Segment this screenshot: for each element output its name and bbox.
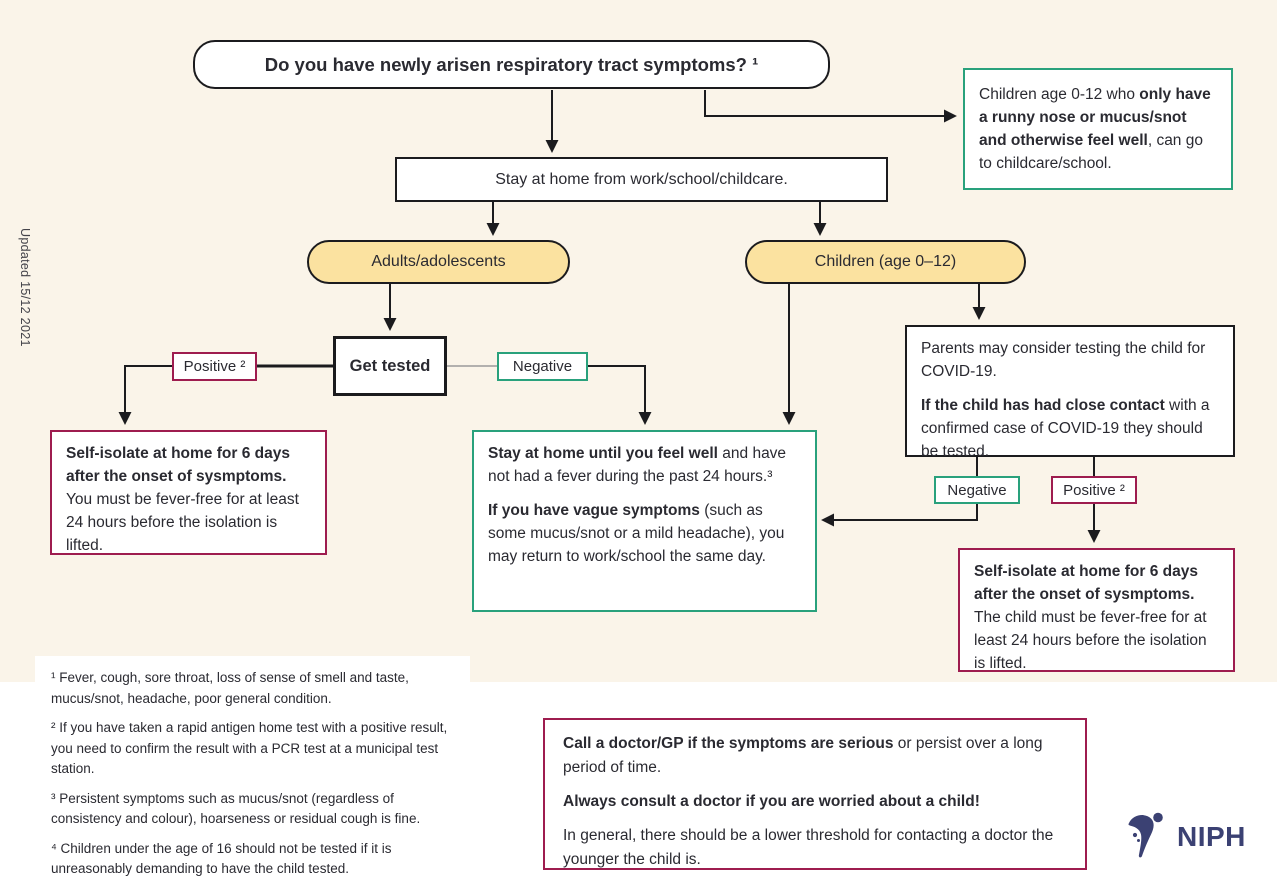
get-tested-box: Get tested	[333, 336, 447, 396]
isolate-child-text: Self-isolate at home for 6 days after the onset of sysmptoms. The child must be fever-free for at least 24 hours before the isolation is lifted.	[974, 563, 1207, 672]
negative-label-adult: Negative	[497, 352, 588, 381]
isolate-child-box	[958, 548, 1235, 672]
positive-label-adult: Positive ²	[172, 352, 257, 381]
negative-label-child: Negative	[934, 476, 1020, 504]
niph-wordmark: NIPH	[1177, 820, 1246, 852]
footnote-4: ⁴ Children under the age of 16 should not be tested if it is unreasonably demanding to have the child tested.	[51, 840, 392, 876]
footnote-2: ² If you have taken a rapid antigen home test with a positive result, you need to confirm the result with a PCR test at a municipal test station.	[51, 720, 448, 776]
isolate-adult-text: Self-isolate at home for 6 days after the onset of sysmptoms. You must be fever-free for at least 24 hours before the isolation is lifted.	[66, 445, 299, 554]
footnotes	[35, 656, 470, 878]
children-exception-box	[963, 68, 1233, 190]
stay-until-well-box	[472, 430, 817, 612]
stay-until-well-p1: Stay at home until you feel well and have not had a fever during the past 24 hours.³	[488, 445, 787, 485]
parents-testing-p1: Parents may consider testing the child for COVID-19.	[921, 340, 1206, 380]
niph-logo	[1126, 808, 1246, 865]
doctor-advice-p2: Always consult a doctor if you are worried about a child!	[563, 793, 980, 810]
niph-logo-icon	[1126, 808, 1172, 865]
adults-pill: Adults/adolescents	[307, 240, 570, 284]
doctor-advice-box	[543, 718, 1087, 870]
stay-home-box: Stay at home from work/school/childcare.	[395, 157, 888, 202]
footnote-3: ³ Persistent symptoms such as mucus/snot (regardless of consistency and colour), hoarseness or residual cough is fine.	[51, 790, 421, 826]
parents-testing-p2: If the child has had close contact with a confirmed case of COVID-19 they should be tested.	[921, 397, 1210, 460]
doctor-advice-p1: Call a doctor/GP if the symptoms are serious or persist over a long period of time.	[563, 735, 1043, 776]
children-pill: Children (age 0–12)	[745, 240, 1026, 284]
isolate-adult-box	[50, 430, 327, 555]
question-box: Do you have newly arisen respiratory tract symptoms? ¹	[193, 40, 830, 89]
stay-until-well-p2: If you have vague symptoms (such as some mucus/snot or a mild headache), you may return to work/school the same day.	[488, 502, 785, 565]
updated-note: Updated 15/12 2021	[18, 228, 32, 347]
children-exception-text: Children age 0-12 who only have a runny nose or mucus/snot and otherwise feel well, can go to childcare/school.	[979, 86, 1211, 172]
footnote-1: ¹ Fever, cough, sore throat, loss of sense of smell and taste, mucus/snot, headache, poor general condition.	[51, 670, 409, 706]
parents-testing-box	[905, 325, 1235, 460]
doctor-advice-p3: In general, there should be a lower threshold for contacting a doctor the younger the child is.	[563, 827, 1054, 868]
positive-label-child: Positive ²	[1051, 476, 1137, 504]
